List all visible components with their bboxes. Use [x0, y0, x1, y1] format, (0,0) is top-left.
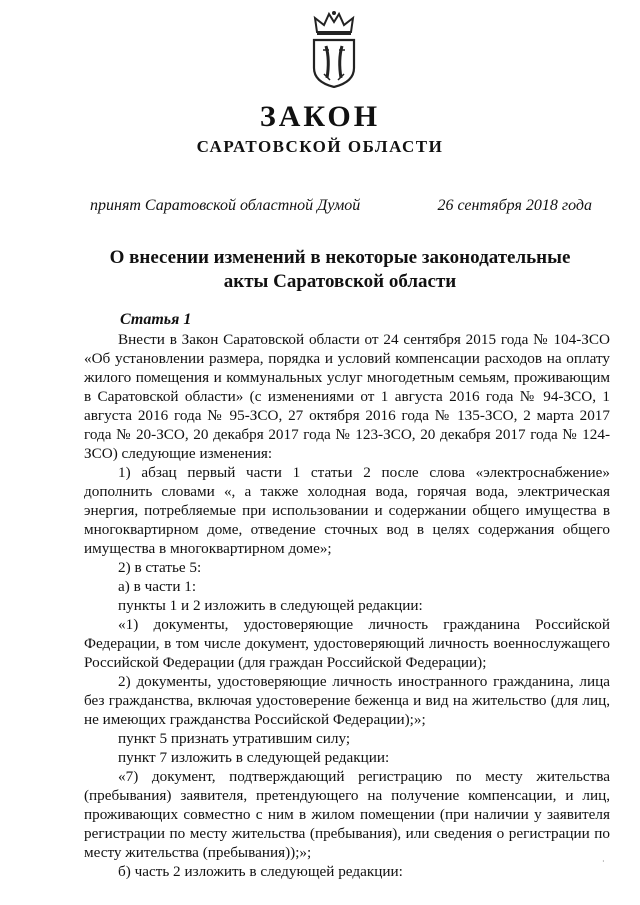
paragraph: пункт 7 изложить в следующей редакции:: [118, 749, 390, 766]
paragraph: 1) абзац первый части 1 статьи 2 после слова «электроснабжение» дополнить словами «, а также холодная вода, горячая вода, электрическая энергия, потребляемые при использовании и содержании общего имущества в многоквартирном доме, отведение сточных вод в целях содержания общего имущества в многоквартирном доме»;: [84, 464, 610, 557]
adopted-by-text: принят Саратовской областной Думой: [90, 197, 361, 214]
article-body: [84, 330, 610, 881]
saratov-coat-of-arms-icon: [309, 10, 359, 88]
paragraph: 2) в статье 5:: [118, 559, 202, 576]
article-heading: Статья 1: [120, 311, 192, 328]
paragraph: б) часть 2 изложить в следующей редакции:: [118, 863, 403, 880]
scan-speck-icon: ·: [602, 857, 605, 866]
law-title: [60, 246, 620, 294]
document-subtitle: САРАТОВСКОЙ ОБЛАСТИ: [196, 137, 444, 156]
document-title: ЗАКОН: [259, 100, 381, 133]
paragraph: а) в части 1:: [118, 578, 197, 595]
paragraph: пункты 1 и 2 изложить в следующей редакции:: [118, 597, 423, 614]
paragraph: 2) документы, удостоверяющие личность иностранного гражданина, лица без гражданства, включая удостоверение беженца и вид на жительство (для лиц, не имеющих гражданства Российской Федерации);»;: [84, 673, 610, 728]
paragraph: «1) документы, удостоверяющие личность гражданина Российской Федерации, в том числе документ, удостоверяющий личность военнослужащего Российской Федерации (для граждан Российской Федерации);: [84, 616, 610, 671]
paragraph: пункт 5 признать утратившим силу;: [118, 730, 351, 747]
adoption-date: 26 сентября 2018 года: [437, 197, 592, 214]
paragraph: «7) документ, подтверждающий регистрацию по месту жительства (пребывания) заявителя, претендующего на получение компенсации, и лиц, проживающих совместно с ним в жилом помещении (при наличии у заявителя регистрации по месту жительства (пребывания), или сведения о регистрации по месту жительства (пребывания));»;: [84, 768, 610, 861]
paragraph: Внести в Закон Саратовской области от 24 сентября 2015 года № 104-ЗСО «Об установлении размера, порядка и условий компенсации расходов на оплату жилого помещения и коммунальных услуг многодетным семьям, проживающим в Саратовской области» (с изменениями от 1 августа 2016 года № 94-ЗСО, 1 августа 2016 года № 95-ЗСО, 27 октября 2016 года № 135-ЗСО, 2 марта 2017 года № 20-ЗСО, 20 декабря 2017 года № 123-ЗСО, 20 декабря 2017 года № 124-ЗСО) следующие изменения:: [84, 331, 610, 462]
law-title-line-1: О внесении изменений в некоторые законодательные: [109, 247, 571, 268]
law-title-line-2: акты Саратовской области: [223, 271, 457, 292]
